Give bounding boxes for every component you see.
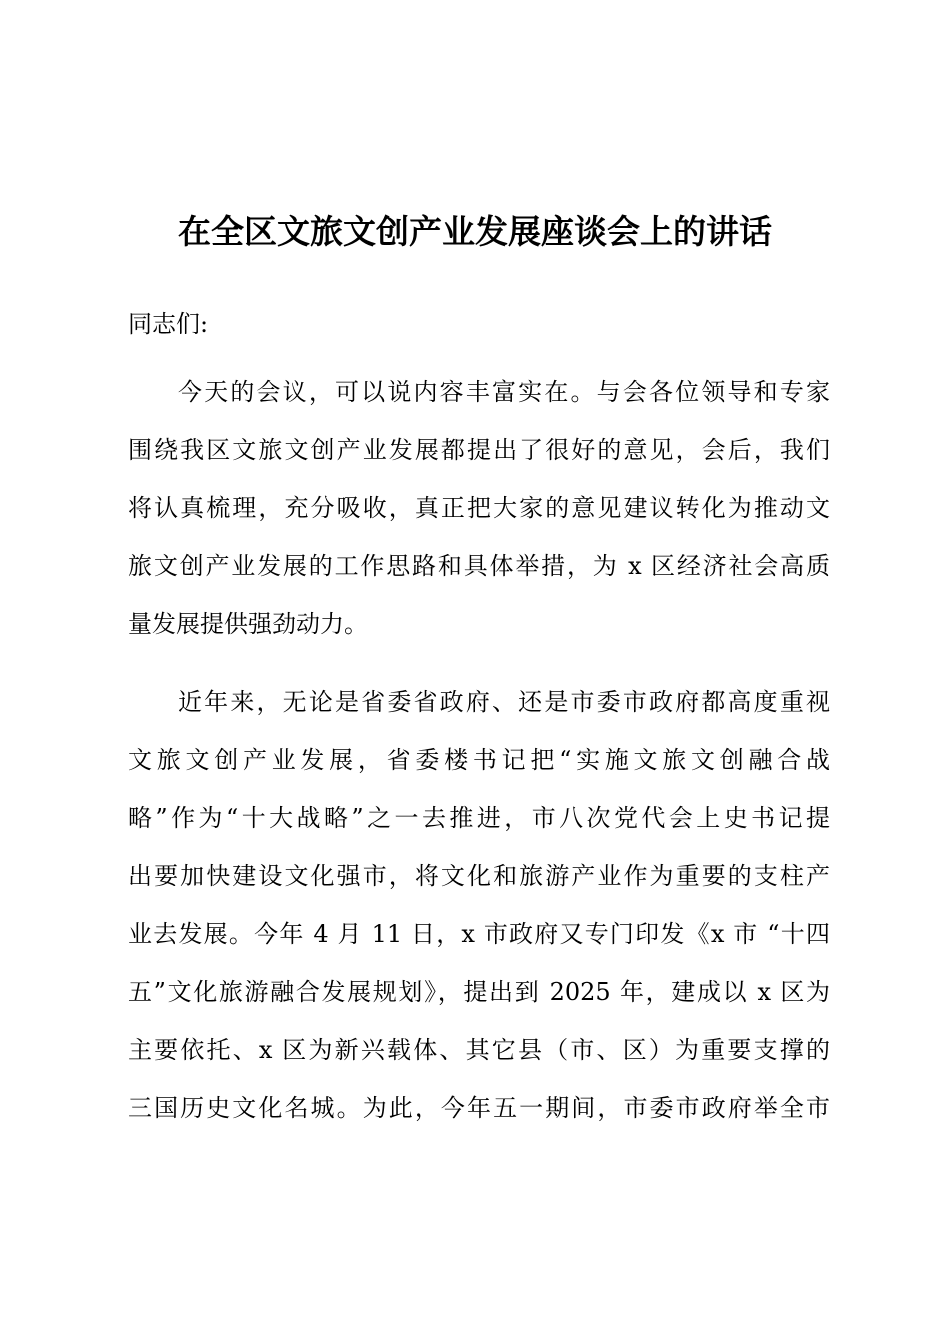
paragraph1-line: 今天的会议，可以说内容丰富实在。与会各位领导和专家	[178, 378, 830, 406]
salutation: 同志们:	[128, 310, 209, 338]
paragraph1-line: 围绕我区文旅文创产业发展都提出了很好的意见，会后，我们	[128, 436, 830, 464]
paragraph2-line: 三国历史文化名城。为此，今年五一期间，市委市政府举全市	[128, 1094, 830, 1122]
paragraph2-line: 出要加快建设文化强市，将文化和旅游产业作为重要的支柱产	[128, 862, 830, 890]
paragraph2-line: 主要依托、x 区为新兴载体、其它县（市、区）为重要支撑的	[128, 1036, 830, 1064]
paragraph1-line: 量发展提供强劲动力。	[128, 610, 368, 638]
document-title: 在全区文旅文创产业发展座谈会上的讲话	[178, 212, 772, 251]
paragraph1-line: 旅文创产业发展的工作思路和具体举措，为 x 区经济社会高质	[128, 552, 830, 580]
paragraph2-line: 文旅文创产业发展，省委楼书记把“实施文旅文创融合战	[128, 746, 830, 774]
paragraph2-line: 略”作为“十大战略”之一去推进，市八次党代会上史书记提	[128, 804, 830, 832]
paragraph2-line: 近年来，无论是省委省政府、还是市委市政府都高度重视	[178, 688, 830, 716]
paragraph2-line: 业去发展。今年 4 月 11 日，x 市政府又专门印发《x 市 “十四	[128, 920, 830, 948]
paragraph1-line: 将认真梳理，充分吸收，真正把大家的意见建议转化为推动文	[128, 494, 830, 522]
paragraph2-line: 五”文化旅游融合发展规划》，提出到 2025 年，建成以 x 区为	[128, 978, 830, 1006]
